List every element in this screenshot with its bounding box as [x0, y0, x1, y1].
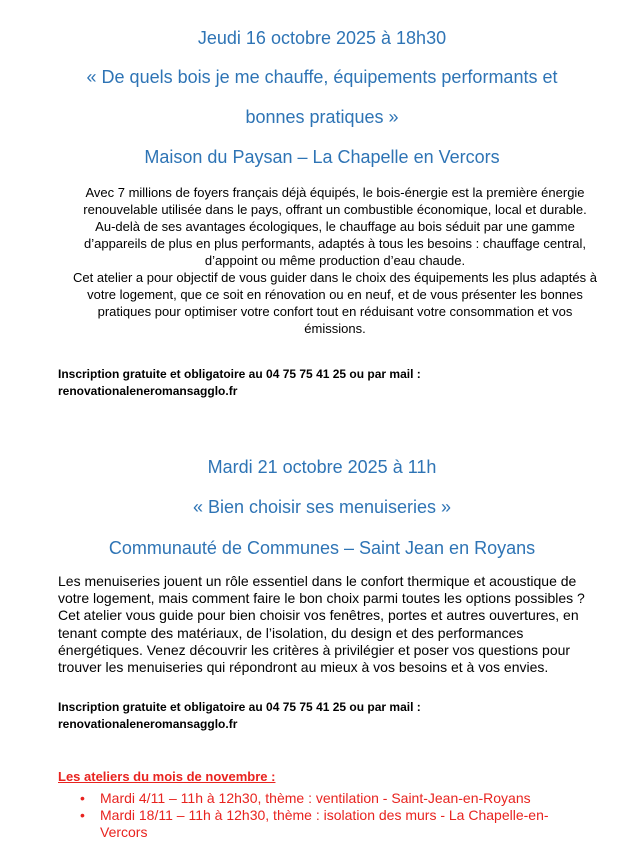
event2-body-line: Les menuiseries jouent un rôle essentiel dans le confort thermique et acoustique de	[58, 573, 577, 589]
event1-inscription-mail: renovationaleneromansagglo.fr	[58, 384, 238, 398]
november-list	[58, 790, 618, 841]
november-item-text: Mardi 4/11 – 11h à 12h30, thème : ventilation - Saint-Jean-en-Royans	[100, 790, 531, 806]
event1-location: Maison du Paysan – La Chapelle en Vercors	[144, 147, 500, 167]
event1-inscription	[58, 366, 618, 400]
event1-body-line: renouvelable utilisée dans le pays, offrant un combustible économique, local et durable.	[83, 202, 587, 217]
event2-inscription-mail: renovationaleneromansagglo.fr	[58, 717, 238, 731]
event2-date: Mardi 21 octobre 2025 à 11h	[207, 457, 437, 477]
november-item-text: Mardi 18/11 – 11h à 12h30, thème : isolation des murs - La Chapelle-en-	[100, 807, 549, 823]
event2-body-line: votre logement, mais comment faire le bon choix parmi toutes les options possibles ?	[58, 590, 585, 607]
event1-body-line: votre logement, que ce soit en rénovation ou en neuf, et de vous présenter les bonnes	[87, 287, 583, 302]
event2-description	[58, 573, 610, 676]
event1-body-line: Avec 7 millions de foyers français déjà équipés, le bois-énergie est la première énergie	[85, 185, 585, 200]
event1-title-line1: « De quels bois je me chauffe, équipements performants et	[86, 67, 558, 87]
event1-inscription-phone: Inscription gratuite et obligatoire au 04 75 75 41 25 ou par mail :	[58, 367, 421, 381]
event2-location: Communauté de Communes – Saint Jean en Royans	[108, 538, 536, 558]
event1-description	[60, 184, 610, 337]
event1-body-line: Au-delà de ses avantages écologiques, le chauffage au bois séduit par une gamme	[95, 219, 575, 234]
event1-date: Jeudi 16 octobre 2025 à 18h30	[197, 28, 447, 48]
event1-body-line: émissions.	[304, 321, 366, 336]
event2-body-line: trouver les menuiseries qui répondront au mieux à vos besoins et à vos envies.	[58, 659, 549, 676]
bullet-icon: •	[80, 790, 85, 806]
event2-body-line: énergétiques. Venez découvrir les critères à privilégier et poser vos questions pour	[58, 641, 571, 658]
event2-body-line: Cet atelier vous guide pour bien choisir vos fenêtres, portes et autres ouvertures, en	[58, 607, 579, 624]
event2-inscription-phone: Inscription gratuite et obligatoire au 04 75 75 41 25 ou par mail :	[58, 700, 421, 714]
event2-body-line: tenant compte des matériaux, de l’isolation, du design et des performances	[58, 624, 524, 641]
event2-inscription	[58, 699, 618, 733]
event2-title: « Bien choisir ses menuiseries »	[192, 497, 452, 517]
list-item	[58, 790, 618, 807]
event1-title-line2: bonnes pratiques »	[245, 107, 399, 127]
list-item	[58, 807, 618, 841]
november-item-text-cont: Vercors	[100, 824, 148, 840]
event1-body-line: d’appareils de plus en plus performants, adaptés à tous les besoins : chauffage central,	[83, 236, 587, 251]
event1-body-line: Cet atelier a pour objectif de vous guider dans le choix des équipements les plus adaptés à	[73, 270, 597, 285]
event1-body-line: pratiques pour optimiser votre confort tout en réduisant votre consommation et vos	[97, 304, 573, 319]
november-heading: Les ateliers du mois de novembre :	[58, 769, 276, 784]
event1-body-line: d’appoint ou même production d’eau chaude.	[204, 253, 466, 268]
bullet-icon: •	[80, 807, 85, 823]
